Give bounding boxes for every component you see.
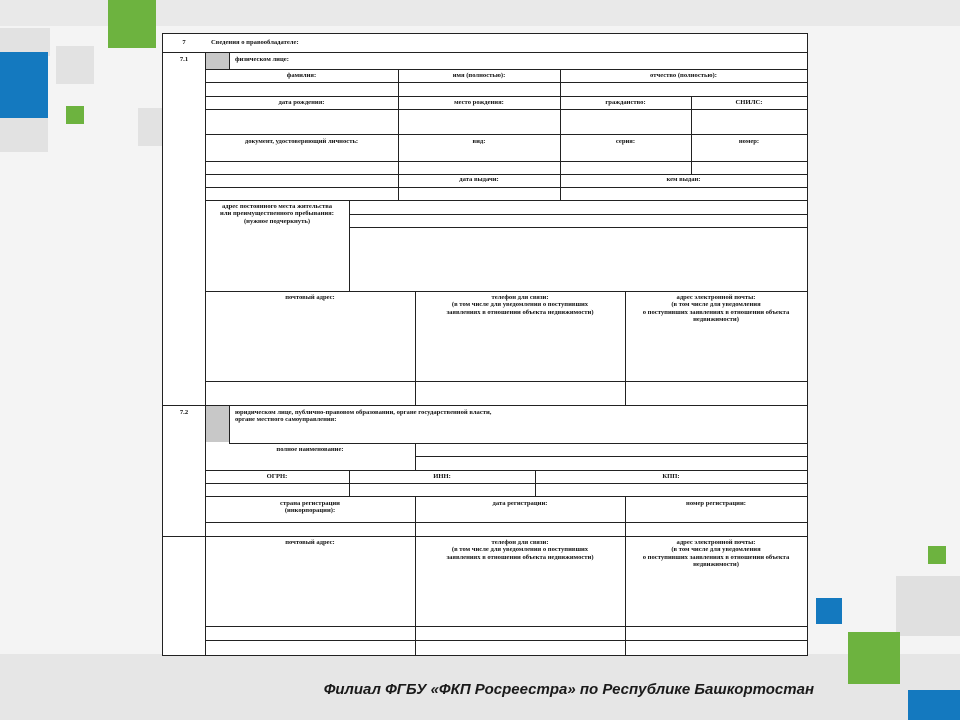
decor-square-gray bbox=[896, 576, 960, 636]
subsection-number-legal: 7.2 bbox=[179, 409, 189, 416]
label-reg-number: номер регистрации: bbox=[686, 500, 746, 507]
subsection-title-legal: юридическом лице, публично-правовом образовании, органе государственной власти, органе местного самоуправления: bbox=[235, 409, 492, 424]
label-email: адрес электронной почты: (в том числе для уведомления о поступивших заявлениях в отношении объекта недвижимости) bbox=[642, 294, 790, 324]
label-doc-number: номер: bbox=[738, 138, 760, 145]
label-full-name: полное наименование: bbox=[276, 446, 344, 453]
label-kpp: КПП: bbox=[662, 473, 680, 480]
label-reg-date: дата регистрации: bbox=[492, 500, 548, 507]
label-legal-email: адрес электронной почты: (в том числе для уведомления о поступивших заявлениях в отношении объекта недвижимости) bbox=[642, 539, 790, 569]
label-phone: телефон для связи: (в том числе для уведомления о поступивших заявлениях в отношении объекта недвижимости) bbox=[446, 294, 594, 316]
label-birth-place: место рождения: bbox=[454, 99, 504, 106]
label-id-document: документ, удостоверяющий личность: bbox=[244, 138, 359, 145]
decor-square-green bbox=[66, 106, 84, 124]
label-birth-date: дата рождения: bbox=[278, 99, 325, 106]
label-surname: фамилия: bbox=[286, 72, 317, 79]
label-inn: ИНН: bbox=[433, 473, 451, 480]
checkbox-cell-individual[interactable] bbox=[205, 53, 229, 69]
label-postal-address: почтовый адрес: bbox=[285, 294, 335, 301]
label-given-name: имя (полностью): bbox=[452, 72, 506, 79]
section-title: Сведения о правообладателе: bbox=[211, 39, 299, 46]
label-legal-postal-address: почтовый адрес: bbox=[285, 539, 335, 546]
label-citizenship: гражданство: bbox=[605, 99, 646, 106]
label-legal-phone: телефон для связи: (в том числе для уведомления о поступивших заявлениях в отношении объекта недвижимости) bbox=[446, 539, 594, 561]
label-reg-country: страна регистрации (инкорпорации): bbox=[280, 500, 340, 515]
label-doc-type: вид: bbox=[472, 138, 486, 145]
subsection-title-individual: физическом лице: bbox=[235, 56, 289, 63]
label-ogrn: ОГРН: bbox=[266, 473, 288, 480]
label-patronymic: отчество (полностью): bbox=[650, 72, 717, 79]
section-number: 7 bbox=[182, 39, 186, 46]
footer bbox=[0, 676, 960, 706]
subsection-number-individual: 7.1 bbox=[179, 56, 189, 63]
label-snils: СНИЛС: bbox=[735, 99, 763, 106]
decor-square-green bbox=[928, 546, 946, 564]
decor-square-blue bbox=[816, 598, 842, 624]
decor-square-gray bbox=[0, 118, 48, 152]
decor-square-blue bbox=[0, 52, 48, 118]
rightholder-form bbox=[162, 33, 808, 656]
decor-square-gray bbox=[56, 46, 94, 84]
label-residence-address: адрес постоянного места жительства или преимущественного пребывания: (нужное подчеркнуть) bbox=[220, 203, 334, 225]
label-issued-by: кем выдан: bbox=[666, 176, 701, 183]
label-issue-date: дата выдачи: bbox=[459, 176, 499, 183]
label-doc-series: серия: bbox=[615, 138, 636, 145]
checkbox-cell-legal[interactable] bbox=[205, 406, 229, 442]
footer-text: Филиал ФГБУ «ФКП Росреестра» по Республике Башкортостан bbox=[323, 681, 814, 698]
decor-square-green bbox=[108, 0, 156, 48]
